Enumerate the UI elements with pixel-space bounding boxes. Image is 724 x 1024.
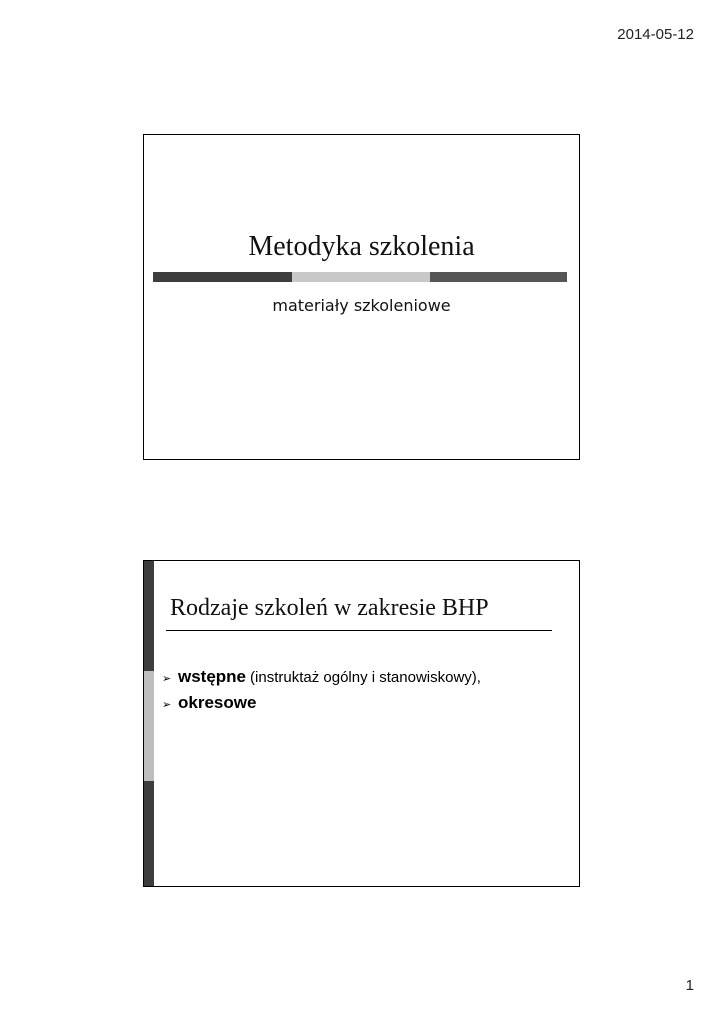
bullet-item	[162, 693, 481, 719]
arrow-bullet-icon: ➢	[162, 672, 172, 685]
slide-1	[143, 134, 580, 460]
title-bar-segment-dark	[430, 272, 567, 282]
side-bar-segment-light	[144, 671, 154, 781]
bullet-description: (instruktaż ogólny i stanowiskowy),	[250, 669, 481, 686]
page-date: 2014-05-12	[617, 26, 694, 43]
title-bar-segment-light	[292, 272, 430, 282]
slide-2	[143, 560, 580, 887]
side-bar-segment-dark	[144, 561, 154, 671]
side-bar-segment-dark	[144, 781, 154, 887]
bullet-keyword: wstępne	[178, 667, 247, 686]
page-number: 1	[685, 977, 694, 994]
bullet-list	[162, 667, 481, 719]
slide-1-subtitle: materiały szkoleniowe	[272, 296, 451, 315]
title-underline	[166, 630, 552, 631]
slide-1-title: Metodyka szkolenia	[248, 231, 475, 262]
slide-2-title: Rodzaje szkoleń w zakresie BHP	[170, 595, 489, 621]
arrow-bullet-icon: ➢	[162, 698, 172, 711]
bullet-keyword: okresowe	[178, 693, 257, 712]
title-bar-segment-dark	[153, 272, 292, 282]
bullet-item	[162, 667, 481, 693]
